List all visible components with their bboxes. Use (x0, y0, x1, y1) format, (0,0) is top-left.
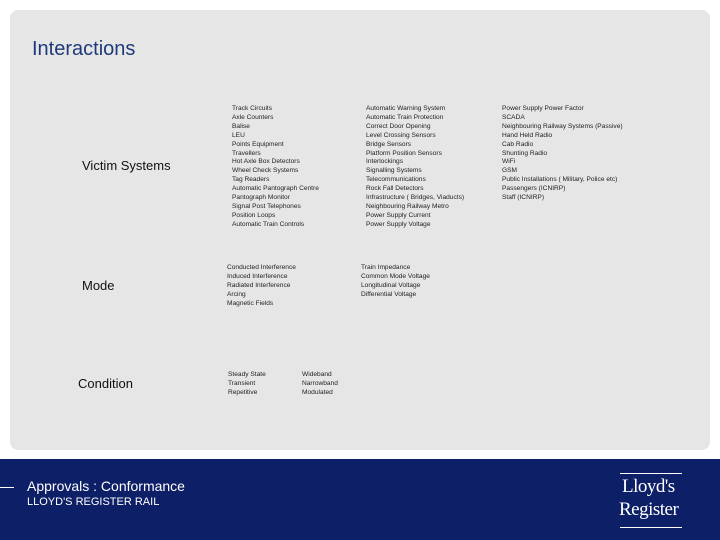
list-item: GSM (502, 167, 518, 175)
list-item: Axle Counters (232, 113, 274, 121)
slide-title: Interactions (32, 38, 136, 60)
list-item: Bridge Sensors (366, 140, 412, 148)
logo-text-line-2: Register (619, 499, 679, 520)
mode-label: Mode (82, 278, 115, 293)
logo-rule-top (620, 473, 682, 474)
list-item: Common Mode Voltage (361, 272, 430, 280)
list-item: Correct Door Opening (366, 122, 431, 130)
list-item: Neighbouring Railway Metro (366, 202, 449, 210)
list-item: Rock Fall Detectors (366, 185, 424, 193)
list-item: Automatic Train Protection (366, 113, 444, 121)
list-item: Interlockings (366, 158, 404, 166)
list-item: Travellers (232, 149, 261, 157)
list-item: LEU (232, 131, 245, 139)
condition-label: Condition (78, 376, 133, 391)
list-item: Level Crossing Sensors (366, 131, 436, 139)
list-item: Repetitive (228, 388, 258, 396)
footer-bar (0, 459, 720, 540)
list-item: Induced Interference (227, 272, 288, 280)
list-item: Balise (232, 122, 250, 130)
list-item: Telecommunications (366, 176, 426, 184)
footer-subtitle: LLOYD'S REGISTER RAIL (27, 496, 160, 508)
list-item: Platform Position Sensors (366, 149, 442, 157)
list-item: Tag Readers (232, 176, 270, 184)
victim-systems-column-3 (502, 105, 623, 203)
list-item: Signal Post Telephones (232, 202, 301, 210)
list-item: Hot Axle Box Detectors (232, 158, 300, 166)
list-item: Automatic Train Controls (232, 220, 305, 228)
list-item: Automatic Warning System (366, 105, 446, 112)
list-item: Points Equipment (232, 140, 284, 148)
list-item: Staff (ICNIRP) (502, 194, 545, 202)
list-item: Pantograph Monitor (232, 194, 290, 202)
list-item: Wideband (302, 371, 332, 378)
condition-column-2 (302, 371, 338, 398)
list-item: Radiated Interference (227, 281, 291, 289)
list-item: Cab Radio (502, 140, 534, 148)
list-item: Narrowband (302, 379, 338, 387)
logo-rule-bottom (620, 527, 682, 528)
condition-column-1 (228, 371, 266, 398)
list-item: Steady State (228, 371, 266, 378)
list-item: Track Circuits (232, 105, 273, 112)
victim-systems-column-2 (366, 105, 464, 230)
list-item: Public Installations ( Military, Police etc) (502, 176, 618, 184)
list-item: Power Supply Power Factor (502, 105, 584, 112)
list-item: Infrastructure ( Bridges, Viaducts) (366, 194, 465, 202)
list-item: Longitudinal Voltage (361, 281, 421, 289)
list-item: Position Loops (232, 211, 276, 219)
list-item: Train Impedance (361, 264, 411, 271)
lloyds-register-logo (616, 469, 690, 529)
list-item: Wheel Check Systems (232, 167, 299, 175)
list-item: Passengers (ICNIRP) (502, 185, 566, 193)
victim-systems-label: Victim Systems (82, 158, 171, 173)
list-item: Differential Voltage (361, 290, 417, 298)
list-item: Shunting Radio (502, 149, 548, 157)
list-item: Modulated (302, 388, 333, 396)
list-item: Signalling Systems (366, 167, 422, 175)
list-item: Power Supply Current (366, 211, 431, 219)
mode-column-2 (361, 264, 430, 300)
footer-title: Approvals : Conformance (27, 478, 185, 494)
list-item: Transient (228, 379, 256, 387)
list-item: WiFi (502, 158, 516, 166)
list-item: Automatic Pantograph Centre (232, 185, 319, 193)
list-item: Magnetic Fields (227, 299, 274, 307)
list-item: Arcing (227, 290, 246, 298)
victim-systems-column-1 (232, 105, 319, 230)
footer-divider (0, 487, 14, 488)
logo-text-line-1: Lloyd's (622, 476, 675, 497)
list-item: Conducted Interference (227, 264, 296, 271)
list-item: Hand Held Radio (502, 131, 553, 139)
mode-column-1 (227, 264, 296, 309)
list-item: SCADA (502, 113, 525, 121)
list-item: Neighbouring Railway Systems (Passive) (502, 122, 623, 130)
list-item: Power Supply Voltage (366, 220, 431, 228)
